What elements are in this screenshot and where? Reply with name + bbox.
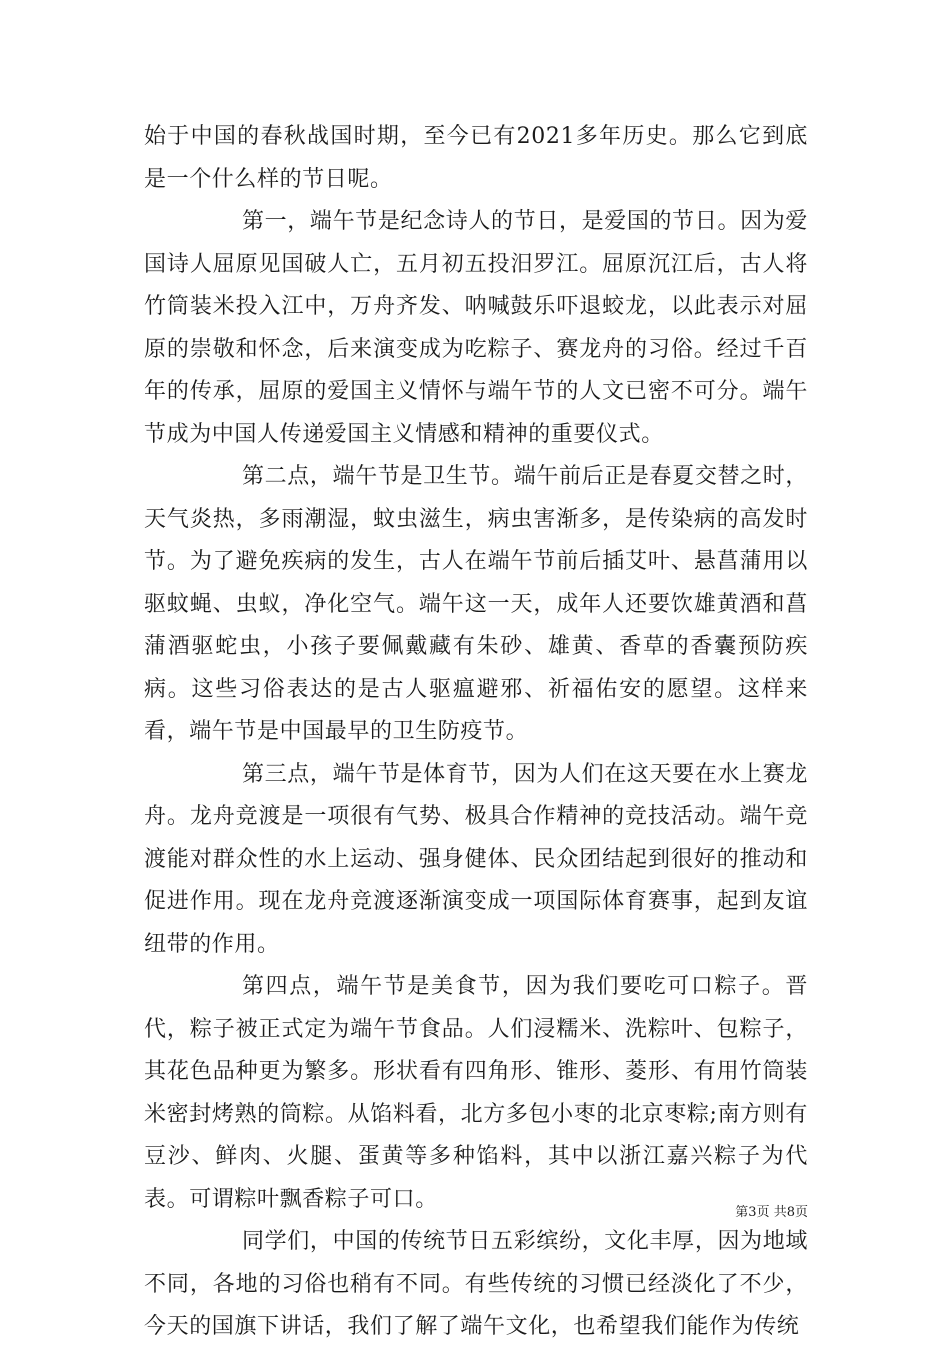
paragraph-second-point: 第二点，端午节是卫生节。端午前后正是春夏交替之时，天气炎热，多雨潮湿，蚊虫滋生，病虫害渐多，是传染病的高发时节。为了避免疾病的发生，古人在端午节前后插艾叶、悬菖蒲用以驱蚊蝇、虫蚁，净化空气。端午这一天，成年人还要饮雄黄酒和菖蒲酒驱蛇虫，小孩子要佩戴藏有朱砂、雄黄、香草的香囊预防疾病。这些习俗表达的是古人驱瘟避邪、祈福佑安的愿望。这样来看，端午节是中国最早的卫生防疫节。 — [144, 464, 808, 744]
page-number-footer — [0, 1204, 950, 1222]
paragraph-conclusion: 同学们，中国的传统节日五彩缤纷，文化丰厚，因为地域不同，各地的习俗也稍有不同。有些传统的习惯已经淡化了不少，今天的国旗下讲话，我们了解了端午文化，也希望我们能作为传统 — [144, 1229, 808, 1339]
paragraph-first-point: 第一，端午节是纪念诗人的节日，是爱国的节日。因为爱国诗人屈原见国破人亡，五月初五投汨罗江。屈原沉江后，古人将竹筒装米投入江中，万舟齐发、呐喊鼓乐吓退蛟龙，以此表示对屈原的崇敬和怀念，后来演变成为吃粽子、赛龙舟的习俗。经过千百年的传承，屈原的爱国主义情怀与端午节的人文已密不可分。端午节成为中国人传递爱国主义情感和精神的重要仪式。 — [144, 209, 808, 447]
document-body — [144, 116, 808, 1349]
footer-middle: 页 共 — [756, 1205, 787, 1220]
paragraph-third-point: 第三点，端午节是体育节，因为人们在这天要在水上赛龙舟。龙舟竞渡是一项很有气势、极具合作精神的竞技活动。端午竞渡能对群众性的水上运动、强身健体、民众团结起到很好的推动和促进作用。现在龙舟竞渡逐渐演变成一项国际体育赛事，起到友谊纽带的作用。 — [144, 761, 808, 957]
footer-total-pages: 8 — [786, 1205, 795, 1220]
footer-prefix: 第 — [735, 1205, 749, 1220]
footer-suffix: 页 — [794, 1205, 808, 1220]
paragraph-intro-continuation: 始于中国的春秋战国时期，至今已有2021多年历史。那么它到底是一个什么样的节日呢。 — [144, 124, 808, 192]
footer-current-page: 3 — [748, 1205, 757, 1220]
paragraph-fourth-point: 第四点，端午节是美食节，因为我们要吃可口粽子。晋代，粽子被正式定为端午节食品。人们浸糯米、洗粽叶、包粽子，其花色品种更为繁多。形状看有四角形、锥形、菱形、有用竹筒装米密封烤熟的筒粽。从馅料看，北方多包小枣的北京枣粽;南方则有豆沙、鲜肉、火腿、蛋黄等多种馅料，其中以浙江嘉兴粽子为代表。可谓粽叶飘香粽子可口。 — [144, 974, 808, 1212]
